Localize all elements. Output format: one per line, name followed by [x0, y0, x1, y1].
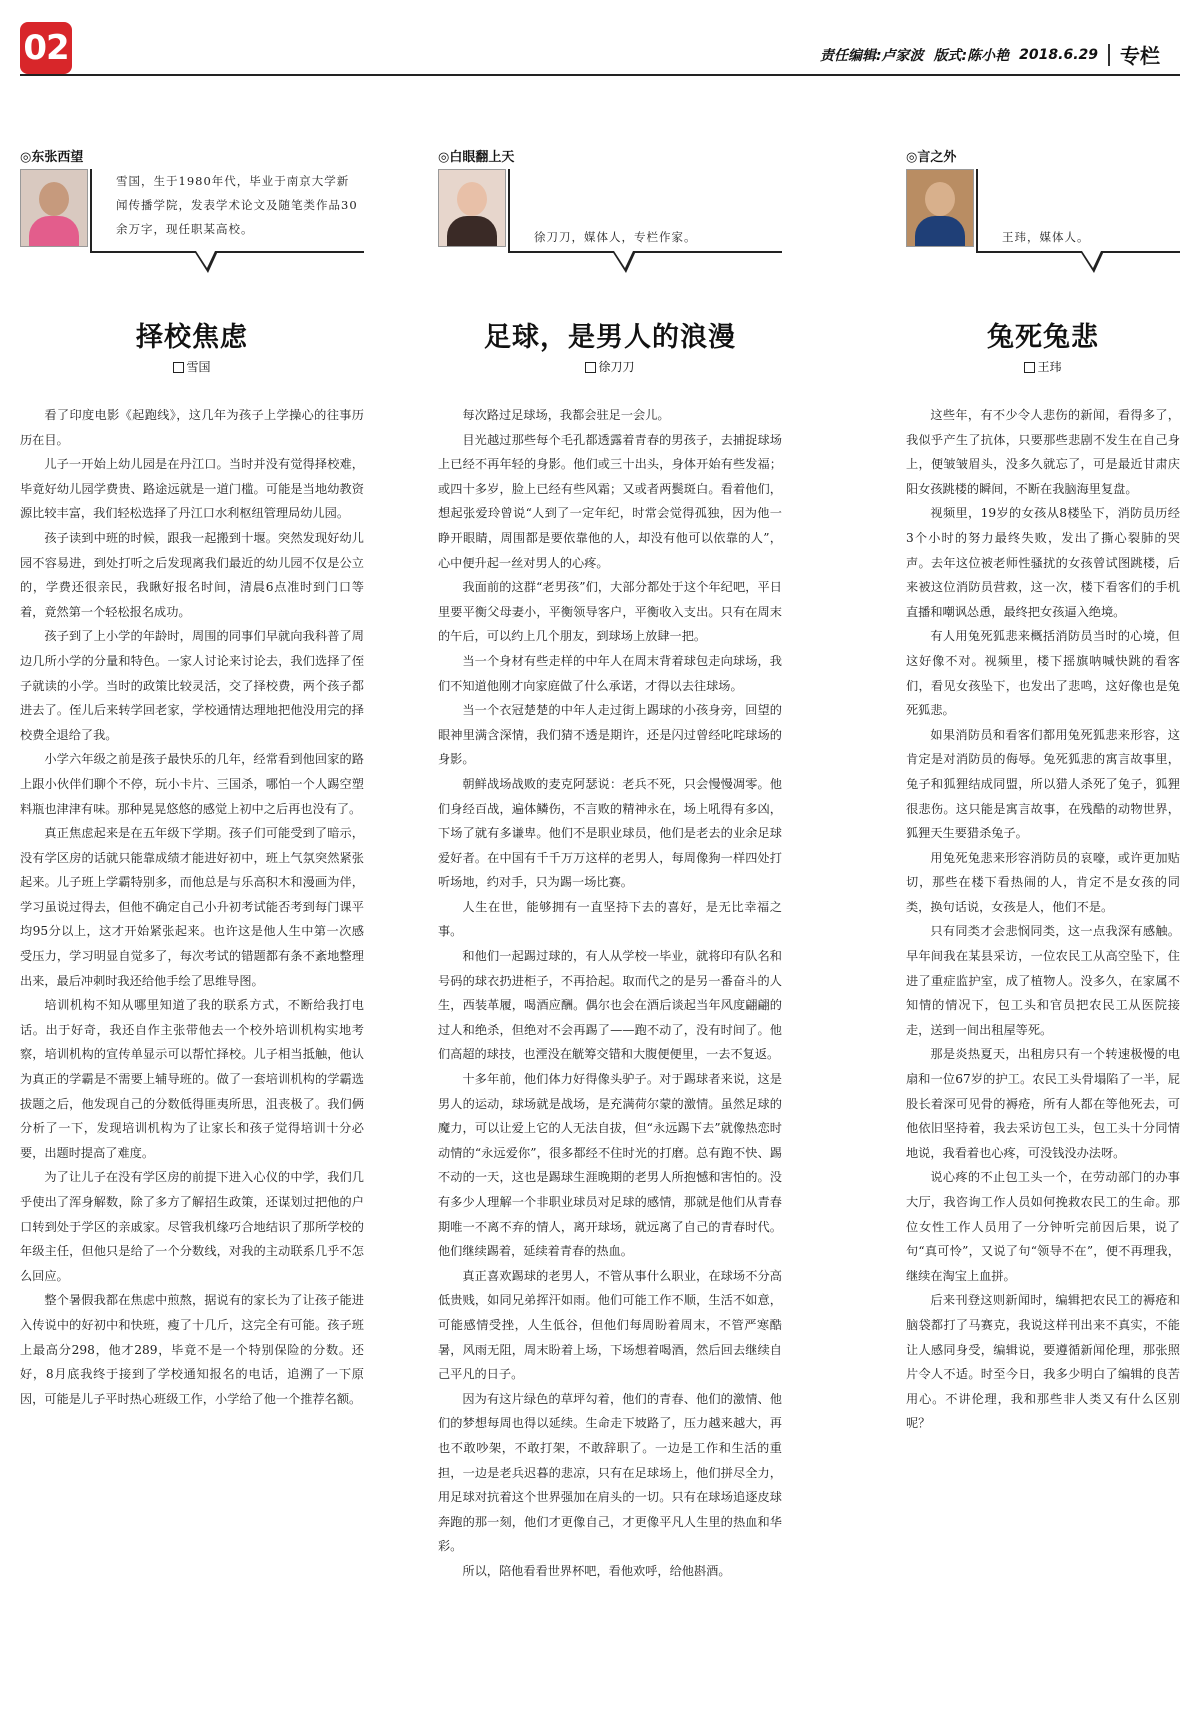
paragraph: 真正焦虑起来是在五年级下学期。孩子们可能受到了暗示，没有学区房的话就只能靠成绩才能进好初中，班上气氛突然紧张起来。儿子班上学霸特别多，而他总是与乐高积木和漫画为伴，学习虽说过得去，但他不确定自己小升初考试能否考到每门课平均95分以上，这才开始紧张起来。也许这是他人生中第一次感受压力，学习明显自觉多了，每次考试的错题都有条不紊地整理出来，最后冲刺时我还给他手绘了思维导图。 [20, 826, 364, 988]
article-title: 兔死兔悲 [987, 322, 1099, 353]
layout-credit: 版式:陈小艳 [933, 47, 1010, 64]
speech-bubble [508, 251, 782, 253]
paragraph: 真正喜欢踢球的老男人，不管从事什么职业，在球场不分高低贵贱，如同兄弟挥汗如雨。他们可能工作不顺，生活不如意，可能感情受挫，人生低谷，但他们每周盼着周末，不管严寒酷暑，风雨无阻，周末盼着上场，下场想着喝酒，然后回去继续自己平凡的日子。 [438, 1268, 782, 1382]
paragraph: 小学六年级之前是孩子最快乐的几年，经常看到他回家的路上跟小伙伴们聊个不停，玩小卡片、三国杀，哪怕一个人踢空塑料瓶也津津有味。那种晃晃悠悠的感觉上初中之后再也没有了。 [20, 752, 364, 816]
paragraph: 用兔死兔悲来形容消防员的哀嚎，或许更加贴切，那些在楼下看热闹的人，肯定不是女孩的同类，换句话说，女孩是人，他们不是。 [906, 850, 1180, 914]
author-bio: 徐刀刀，媒体人，专栏作家。 [534, 230, 697, 244]
column-1 [20, 146, 364, 1411]
paragraph: 当一个身材有些走样的中年人在周末背着球包走向球场，我们不知道他刚才向家庭做了什么承诺，才得以去往球场。 [438, 653, 782, 693]
paragraph: 那是炎热夏天，出租房只有一个转速极慢的电扇和一位67岁的护工。农民工头骨塌陷了一半，屁股长着深可见骨的褥疮，所有人都在等他死去，可他依旧坚持着，我去采访包工头，包工头十分同情地说，我看着也心疼，可没钱没办法呀。 [906, 1047, 1180, 1160]
paragraph: 如果消防员和看客们都用兔死狐悲来形容，这肯定是对消防员的侮辱。兔死狐悲的寓言故事里，兔子和狐狸结成同盟，所以猎人杀死了兔子，狐狸很悲伤。这只能是寓言故事，在残酷的动物世界，狐狸天生要猎杀兔子。 [906, 727, 1180, 841]
paragraph: 我面前的这群“老男孩”们，大部分都处于这个年纪吧，平日里要平衡父母妻小，平衡领导客户，平衡收入支出。只有在周末的午后，可以约上几个朋友，到球场上放肆一把。 [438, 580, 782, 644]
author-bio: 王玮，媒体人。 [1002, 230, 1090, 244]
paragraph: 儿子一开始上幼儿园是在丹江口。当时并没有觉得择校难，毕竟好幼儿园学费贵、路途远就是一道门槛。可能是当地幼教资源比较丰富，我们轻松选择了丹江口水利枢纽管理局幼儿园。 [20, 457, 364, 521]
paragraph: 孩子读到中班的时候，跟我一起搬到十堰。突然发现好幼儿园不容易进，到处打听之后发现离我们最近的幼儿园不仅是公立的，学费还很亲民，我瞅好报名时间，清晨6点准时到门口等着，竟然第一个轻松报名成功。 [20, 530, 364, 619]
paragraph: 因为有这片绿色的草坪勾着，他们的青春、他们的激情、他们的梦想每周也得以延续。生命走下坡路了，压力越来越大，再也不敢吵架，不敢打架，不敢辞职了。一边是工作和生活的重担，一边是老兵迟暮的悲凉，只有在足球场上，他们拼尽全力，用足球对抗着这个世界强加在肩头的一切。只有在球场追逐皮球奔跑的那一刻，他们才更像自己，才更像平凡人生里的热血和华彩。 [438, 1391, 782, 1554]
author-bio: 雪国，生于1980年代，毕业于南京大学新闻传播学院，发表学术论文及随笔类作品30余万字，现任职某高校。 [116, 174, 358, 236]
paragraph: 后来刊登这则新闻时，编辑把农民工的褥疮和脑袋都打了马赛克，我说这样刊出来不真实，不能让人感同身受，编辑说，要遵循新闻伦理，那张照片令人不适。时至今日，我多少明白了编辑的良苦用心。不讲伦理，我和那些非人类又有什么区别呢？ [906, 1293, 1180, 1431]
paragraph: 目光越过那些每个毛孔都透露着青春的男孩子，去捕捉球场上已经不再年轻的身影。他们或三十出头，身体开始有些发福；或四十多岁，脸上已经有些风霜；又或者两鬓斑白。看着他们，想起张爱玲曾说“人到了一定年纪，时常会觉得孤独，因为他一睁开眼睛，周围都是要依靠他的人，却没有他可以依靠的人”，心中便升起一丝对男人的心疼。 [438, 432, 782, 570]
article-body [906, 403, 1180, 1436]
paragraph: 和他们一起踢过球的，有人从学校一毕业，就将印有队名和号码的球衣扔进柜子，不再拾起。取而代之的是另一番奋斗的人生，西装革履，喝酒应酬。偶尔也会在酒后谈起当年风度翩翩的过人和绝杀，但绝对不会再踢了——跑不动了，没有时间了。他们高超的球技，也湮没在觥筹交错和大腹便便里，一去不复返。 [438, 949, 782, 1062]
article-byline: 王玮 [906, 358, 1180, 375]
paragraph: 朝鲜战场战败的麦克阿瑟说：老兵不死，只会慢慢凋零。他们身经百战，遍体鳞伤，不言败的精神永在，场上吼得有多凶，下场了就有多谦卑。他们不是职业球员，他们是老去的业余足球爱好者。在中国有千千万万这样的老男人，每周像狗一样四处打听场地，约对手，只为踢一场比赛。 [438, 776, 782, 890]
author-photo [906, 169, 974, 247]
speech-bubble [90, 251, 364, 253]
column-tag: ◎言之外 [906, 150, 957, 165]
issue-date: 2018.6.29 [1019, 46, 1098, 63]
article-byline: 徐刀刀 [438, 358, 782, 375]
article-title: 择校焦虑 [136, 322, 248, 353]
author-profile [906, 169, 1180, 281]
paragraph: 有人用兔死狐悲来概括消防员当时的心境，但这好像不对。视频里，楼下摇旗呐喊快跳的看客们，看见女孩坠下，也发出了悲鸣，这好像也是兔死狐悲。 [906, 629, 1180, 718]
article-body [20, 403, 364, 1411]
author-profile [20, 169, 364, 281]
editor-credit: 责任编辑:卢家波 [819, 47, 924, 64]
column-tag: ◎东张西望 [20, 150, 84, 165]
paragraph: 所以，陪他看看世界杯吧，看他欢呼，给他斟酒。 [462, 1563, 731, 1578]
article-title: 足球，是男人的浪漫 [484, 322, 736, 353]
speech-bubble [976, 251, 1180, 253]
author-profile [438, 169, 782, 281]
page-number: 02 [20, 22, 72, 74]
paragraph: 看了印度电影《起跑线》，这几年为孩子上学操心的往事历历在目。 [20, 408, 364, 447]
paragraph: 培训机构不知从哪里知道了我的联系方式，不断给我打电话。出于好奇，我还自作主张带他去一个校外培训机构实地考察，培训机构的宣传单显示可以帮忙择校。儿子相当抵触，他认为真正的学霸是不需要上辅导班的。做了一套培训机构的学霸选拔题之后，他发现自己的分数低得匪夷所思，沮丧极了。我们俩分析了一下，发现培训机构为了让家长和孩子觉得培训十分必要，出题时提高了难度。 [20, 998, 364, 1160]
paragraph: 只有同类才会悲悯同类，这一点我深有感触。早年间我在某县采访，一位农民工从高空坠下，住进了重症监护室，成了植物人。没多久，在家属不知情的情况下，包工头和官员把农民工从医院接走，送到一间出租屋等死。 [906, 924, 1180, 1037]
header-separator [1108, 44, 1110, 66]
paragraph: 每次路过足球场，我都会驻足一会儿。 [462, 408, 670, 422]
author-photo [438, 169, 506, 247]
header-rule [20, 74, 1180, 76]
paragraph: 说心疼的不止包工头一个，在劳动部门的办事大厅，我咨询工作人员如何挽救农民工的生命。那位女性工作人员用了一分钟听完前因后果，说了句“真可怜”，又说了句“领导不在”，便不再理我，继续在淘宝上血拼。 [906, 1170, 1180, 1283]
paragraph: 视频里，19岁的女孩从8楼坠下，消防员历经3个小时的努力最终失败，发出了撕心裂肺的哭声。去年这位被老师性骚扰的女孩曾试图跳楼，后来被这位消防员营救，这一次，楼下看客们的手机直播和嘲讽怂恿，最终把女孩逼入绝境。 [906, 506, 1180, 619]
column-2 [438, 146, 782, 1584]
paragraph: 十多年前，他们体力好得像头驴子。对于踢球者来说，这是男人的运动，球场就是战场，是充满荷尔蒙的激情。虽然足球的魔力，可以让爱上它的人无法自拔，但“永远踢下去”就像热恋时动情的“永远爱你”，很多都经不住时光的打磨。总有跑不快、踢不动的一天，这也是踢球生涯晚期的老男人所抱憾和害怕的。没有多少人理解一个非职业球员对足球的感情，那就是他们从青春期唯一不离不弃的情人，离开球场，就远离了自己的青春时代。他们继续踢着，延续着青春的热血。 [438, 1072, 782, 1259]
author-photo [20, 169, 88, 247]
paragraph: 孩子到了上小学的年龄时，周围的同事们早就向我科普了周边几所小学的分量和特色。一家人讨论来讨论去，我们选择了侄子就读的小学。当时的政策比较灵活，交了择校费，两个孩子都进去了。侄儿后来转学回老家，学校通情达理地把他没用完的择校费全退给了我。 [20, 629, 364, 742]
column-tag: ◎白眼翻上天 [438, 150, 515, 165]
article-byline: 雪国 [20, 358, 364, 375]
paragraph: 人生在世，能够拥有一直坚持下去的喜好，是无比幸福之事。 [438, 899, 782, 939]
paragraph: 这些年，有不少令人悲伤的新闻，看得多了，我似乎产生了抗体，只要那些悲剧不发生在自己身上，便皱皱眉头，没多久就忘了，可是最近甘肃庆阳女孩跳楼的瞬间，不断在我脑海里复盘。 [906, 408, 1180, 496]
article-body [438, 403, 782, 1584]
header-info [820, 40, 1160, 69]
paragraph: 当一个衣冠楚楚的中年人走过街上踢球的小孩身旁，回望的眼神里满含深情，我们猜不透是期许，还是闪过曾经叱咤球场的身影。 [438, 703, 782, 767]
paragraph: 为了让儿子在没有学区房的前提下进入心仪的中学，我们几乎使出了浑身解数，除了多方了解招生政策，还谋划过把他的户口转到处于学区的亲戚家。尽管我机缘巧合地结识了那所学校的年级主任，但他只是给了一个分数线，对我的主动联系几乎不怎么回应。 [20, 1170, 364, 1283]
column-3 [906, 146, 1180, 1436]
section-name: 专栏 [1120, 44, 1160, 68]
paragraph: 整个暑假我都在焦虑中煎熬，据说有的家长为了让孩子能进入传说中的好初中和快班，瘦了十几斤，这完全有可能。孩子班上最高分298，他才289，毕竟不是一个特别保险的分数。还好，8月底我终于接到了学校通知报名的电话，追溯了一下原因，可能是儿子平时热心班级工作，小学给了他一个推荐名额。 [20, 1293, 364, 1406]
